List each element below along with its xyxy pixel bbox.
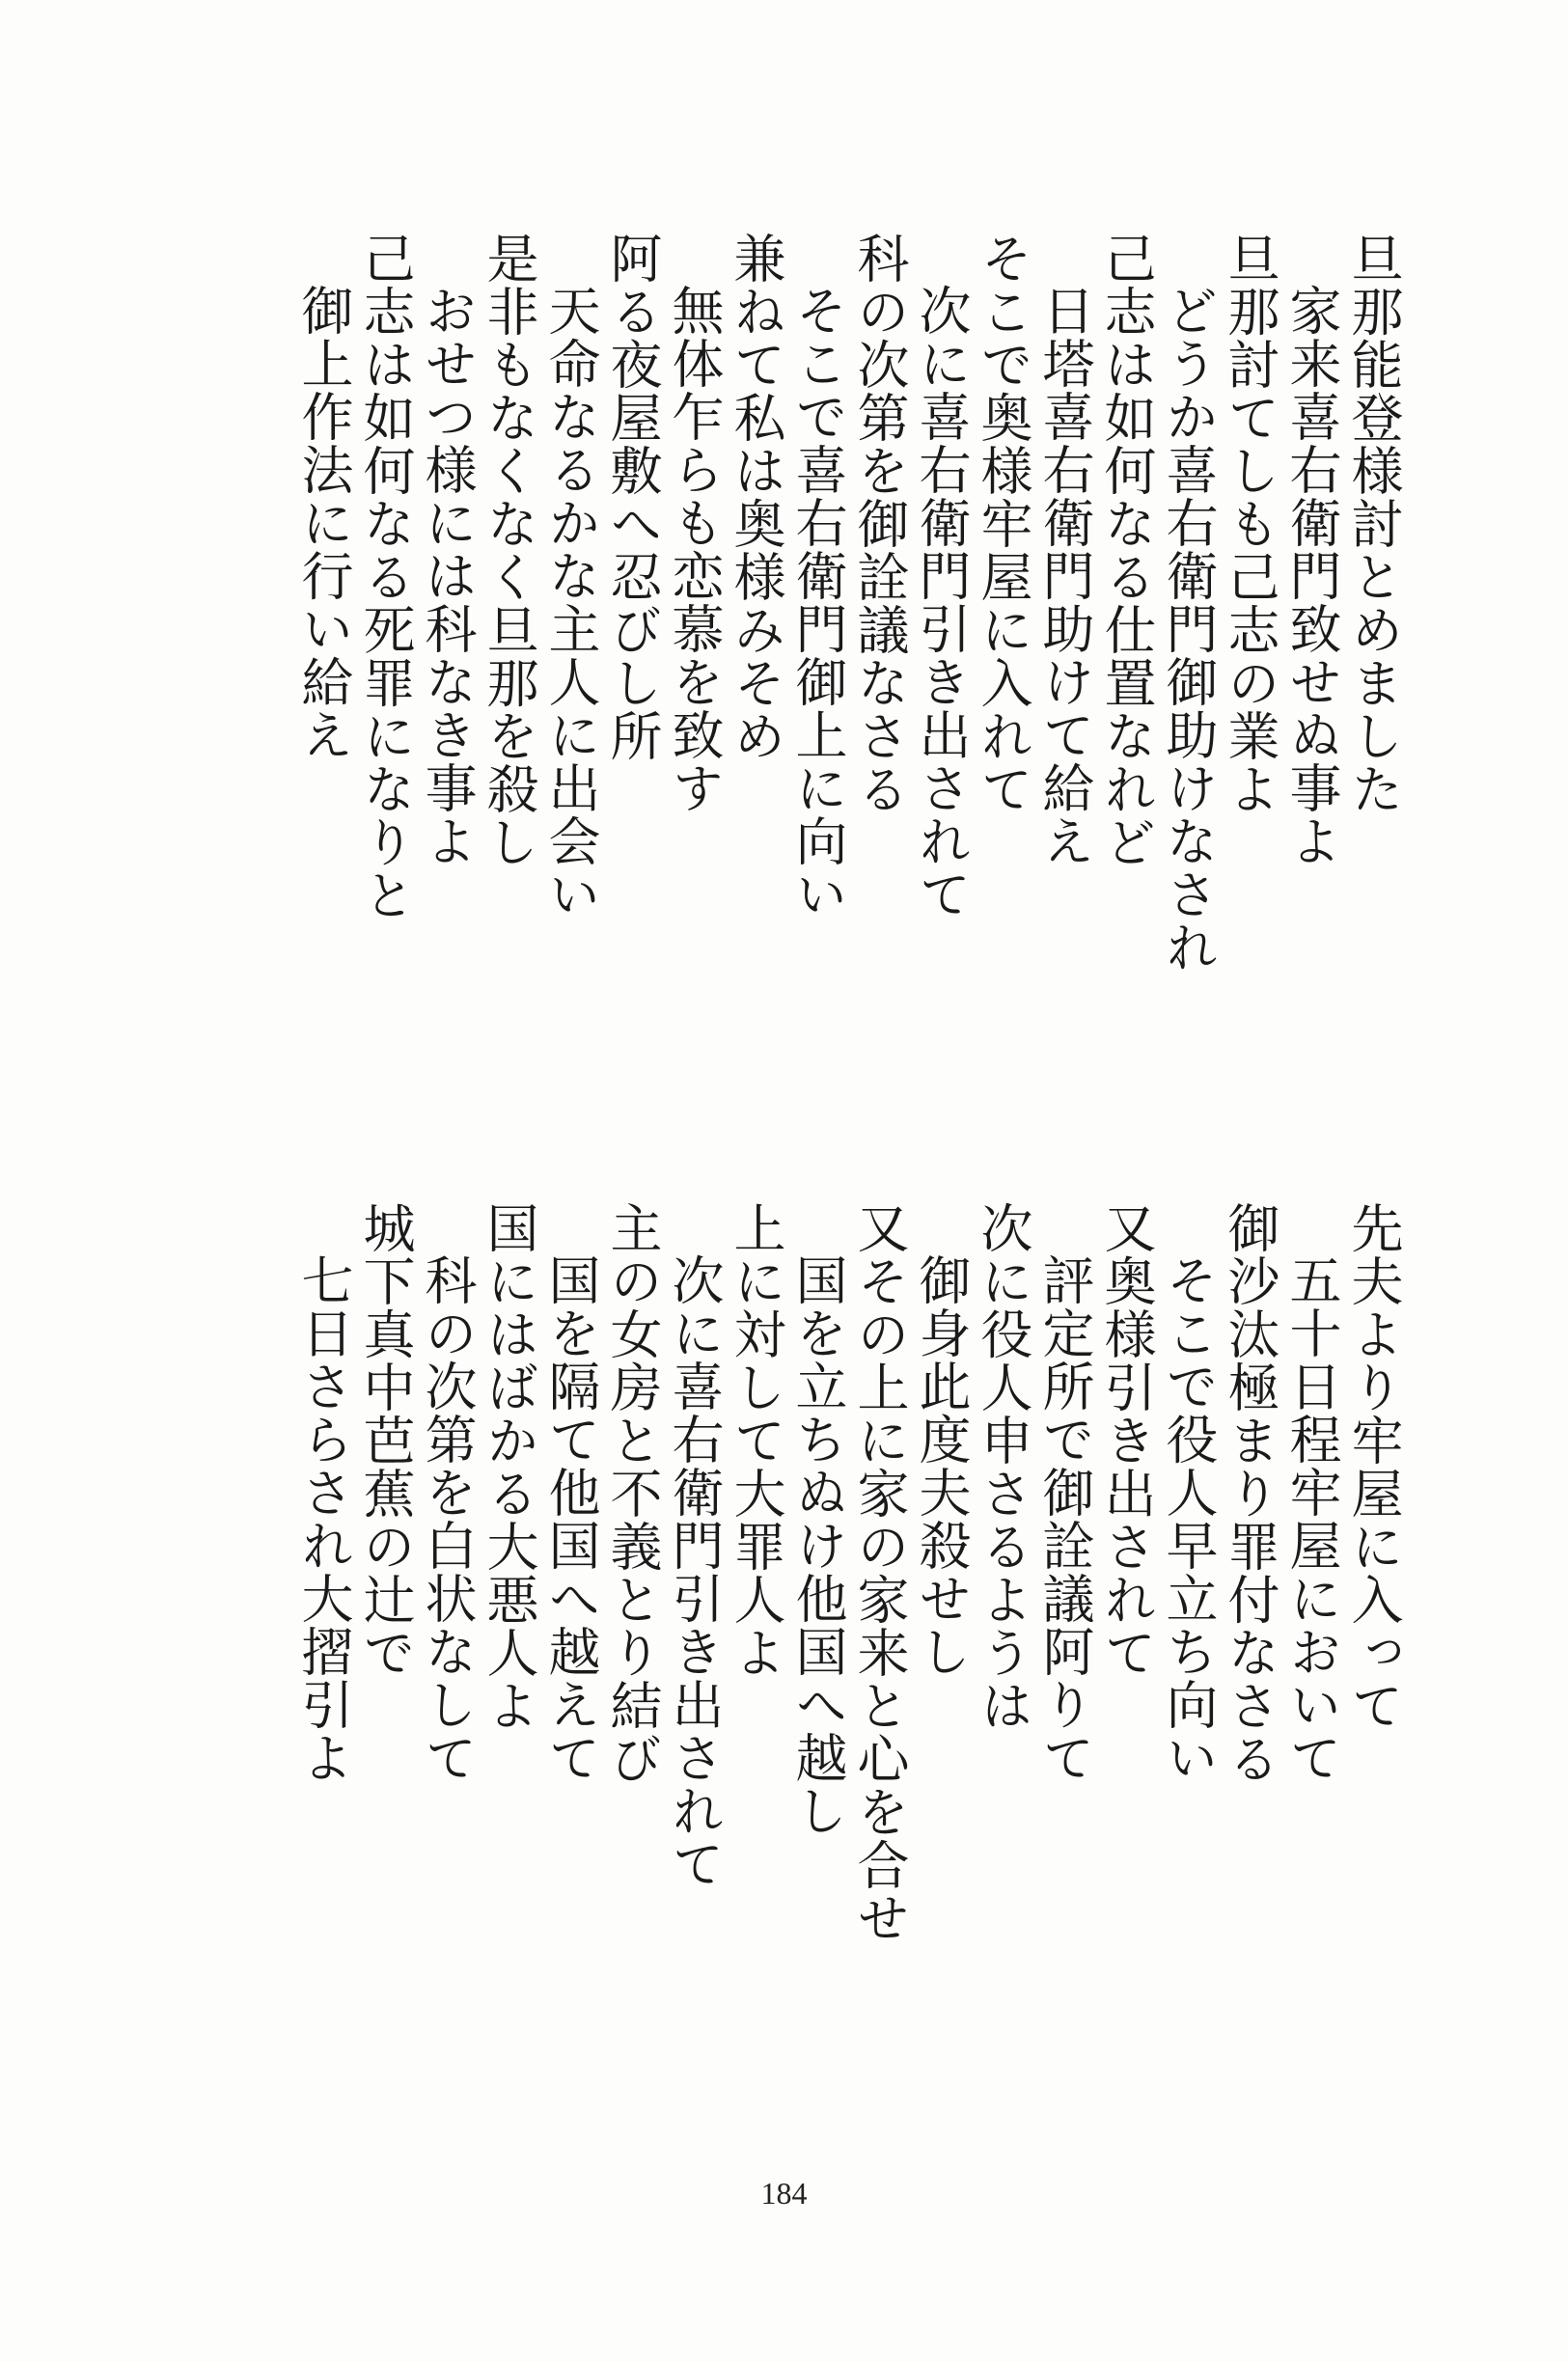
verse-line: そこで役人早立ち向い bbox=[1158, 1253, 1219, 1784]
verse-line: 科の次第を白状なして bbox=[417, 1253, 478, 1784]
verse-line: どうか喜右衛門御助けなされ bbox=[1158, 284, 1219, 974]
verse-line: 主の女房と不義とり結び bbox=[602, 1201, 663, 1785]
verse-line: 次に喜右衛門引き出されて bbox=[911, 284, 972, 920]
verse-block-top bbox=[292, 232, 1404, 1081]
verse-line: 国にはばかる大悪人よ bbox=[479, 1201, 539, 1732]
verse-line: 又その上に家の家来と心を合せ bbox=[849, 1201, 910, 1944]
verse-line: 家来喜右衛門致せぬ事よ bbox=[1281, 284, 1342, 867]
verse-line: 無体乍らも恋慕を致す bbox=[664, 284, 725, 814]
page-number: 184 bbox=[760, 2176, 808, 2211]
verse-line: 是非もなくなく旦那を殺し bbox=[479, 232, 539, 868]
verse-line: 兼ねて私は奥様みそめ bbox=[726, 232, 786, 762]
verse-line: 城下真中芭蕉の辻で bbox=[355, 1201, 416, 1679]
verse-line: 七日さらされ大摺引よ bbox=[293, 1253, 354, 1784]
verse-line: そこで奥様牢屋に入れて bbox=[973, 232, 1033, 815]
verse-line: 御身此度夫殺せし bbox=[911, 1253, 972, 1678]
verse-line: 先夫より牢屋に入って bbox=[1343, 1201, 1404, 1732]
verse-line: 己志は如何なる死罪になりと bbox=[355, 232, 416, 921]
verse-line: 旦那討てしも己志の業よ bbox=[1220, 232, 1280, 815]
verse-line: 上に対して大罪人よ bbox=[726, 1201, 786, 1679]
verse-line: そこで喜右衛門御上に向い bbox=[787, 284, 848, 920]
verse-line: 己志は如何なる仕置なれど bbox=[1096, 232, 1157, 868]
verse-line: 科の次第を御詮議なさる bbox=[849, 232, 910, 815]
verse-line: 御沙汰極まり罪付なさる bbox=[1220, 1201, 1280, 1785]
verse-line: 又奥様引き出されて bbox=[1096, 1201, 1157, 1679]
verse-line: 国を隔て他国へ越えて bbox=[540, 1253, 601, 1784]
verse-line: 日塔喜右衛門助けて給え bbox=[1034, 284, 1095, 867]
verse-line: 評定所で御詮議阿りて bbox=[1034, 1253, 1095, 1784]
verse-block-bottom bbox=[292, 1201, 1404, 2050]
verse-line: 旦那能登様討とめました bbox=[1343, 232, 1404, 815]
verse-line: 阿る夜屋敷へ忍びし所 bbox=[602, 232, 663, 762]
verse-line: 御上作法に行い給え bbox=[293, 284, 354, 761]
verse-line: 天命なるかな主人に出会い bbox=[540, 284, 601, 920]
verse-line: おせつ様には科なき事よ bbox=[417, 284, 478, 867]
verse-line: 次に役人申さるようは bbox=[973, 1201, 1033, 1732]
verse-line: 次に喜右衛門引き出されて bbox=[664, 1253, 725, 1890]
verse-line: 五十日程牢屋において bbox=[1281, 1253, 1342, 1784]
verse-line: 国を立ちぬけ他国へ越し bbox=[787, 1253, 848, 1837]
